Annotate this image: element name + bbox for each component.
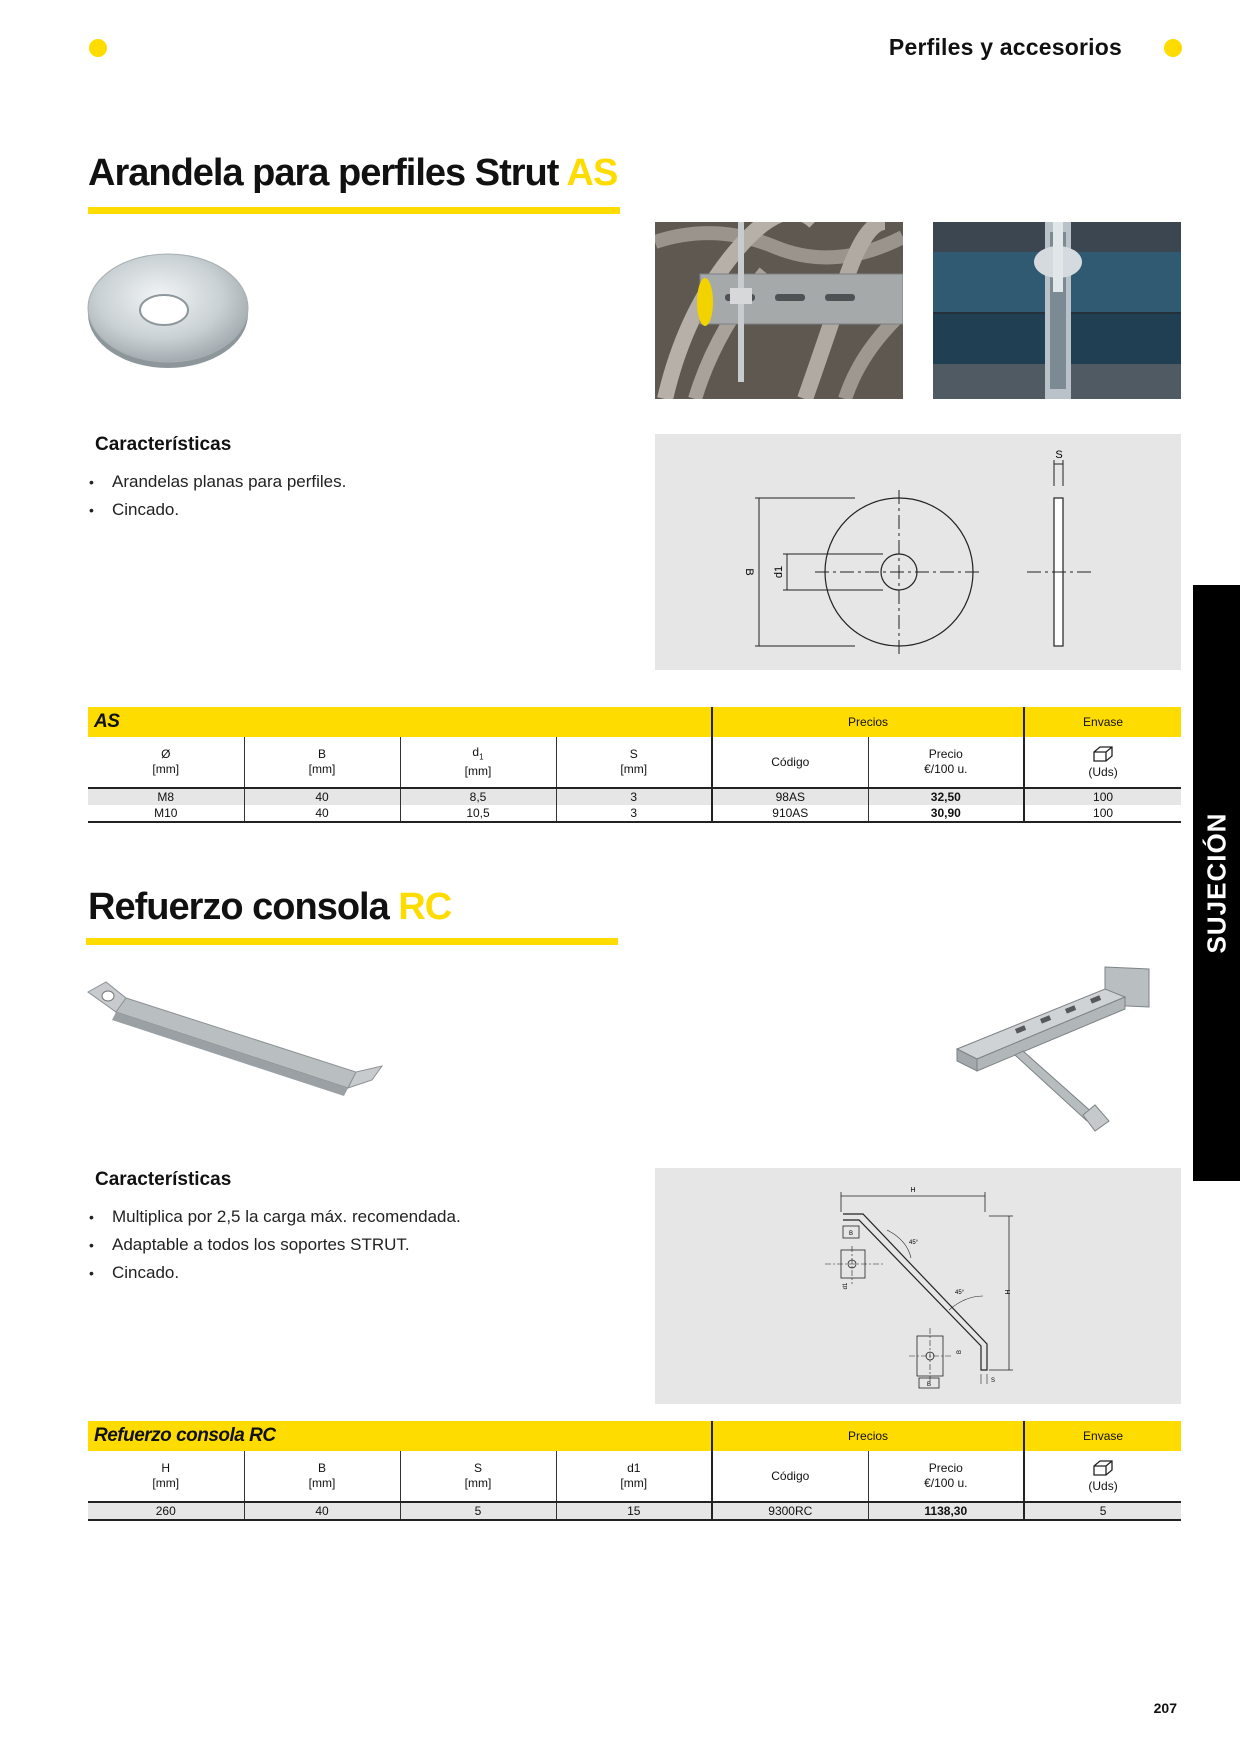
table-cell: 5 — [1024, 1502, 1181, 1520]
table-cell: 32,50 — [868, 788, 1024, 805]
diagram-label-s: S — [991, 1378, 996, 1384]
column-header: S [mm] — [556, 737, 712, 788]
section-as-title — [88, 152, 617, 195]
column-header: S [mm] — [400, 1451, 556, 1502]
column-header: d1 [mm] — [556, 1451, 712, 1502]
diagram-label-b-left: B — [848, 1231, 854, 1237]
column-header: B [mm] — [244, 737, 400, 788]
table-cell: 8,5 — [400, 788, 556, 805]
diagram-label-angle-top: 45° — [909, 1240, 919, 1246]
table-cell: 9300RC — [712, 1502, 868, 1520]
as-table-group-prices: Precios — [712, 707, 1024, 737]
table-row — [88, 1502, 1181, 1520]
section-rc-title-code: RC — [398, 886, 452, 928]
as-table-group-pack: Envase — [1024, 707, 1181, 737]
column-header: Precio €/100 u. — [868, 737, 1024, 788]
table-cell: 3 — [556, 805, 712, 822]
feature-item: • Cincado. — [89, 1259, 461, 1287]
header-title: Perfiles y accesorios — [888, 34, 1122, 60]
diagram-label-angle-low: 45° — [955, 1290, 965, 1296]
table-cell: 100 — [1024, 805, 1181, 822]
table-cell: 30,90 — [868, 805, 1024, 822]
side-tab-label: SUJECIÓN — [1201, 812, 1231, 954]
header-dot-left-icon — [89, 39, 107, 57]
diagram-label-b-bottom: B — [926, 1382, 932, 1388]
as-application-photo-2 — [933, 222, 1181, 399]
rc-table-group-prices: Precios — [712, 1421, 1024, 1451]
table-cell: M10 — [88, 805, 244, 822]
section-as-title-code: AS — [566, 152, 618, 194]
feature-item: • Adaptable a todos los soportes STRUT. — [89, 1231, 461, 1259]
rc-technical-diagram — [655, 1168, 1181, 1404]
section-as-features-title: Características — [95, 434, 232, 455]
diagram-label-b-bottom-side: B — [957, 1349, 963, 1355]
table-cell: 40 — [244, 805, 400, 822]
diagram-label-b: B — [743, 568, 755, 576]
rc-spec-table — [88, 1421, 1181, 1521]
as-table-name: AS — [88, 707, 712, 737]
rc-table-name: Refuerzo consola RC — [88, 1421, 712, 1451]
box-package-icon — [1092, 745, 1114, 763]
header-dot-right-icon — [1164, 39, 1182, 57]
column-header: (Uds) — [1024, 1451, 1181, 1502]
table-row — [88, 805, 1181, 822]
rc-mounted-bracket-image — [955, 965, 1151, 1135]
table-cell: M8 — [88, 788, 244, 805]
box-package-icon — [1092, 1459, 1114, 1477]
column-header: H [mm] — [88, 1451, 244, 1502]
table-cell: 15 — [556, 1502, 712, 1520]
feature-item: • Cincado. — [89, 496, 346, 524]
table-cell: 98AS — [712, 788, 868, 805]
as-application-photo-1 — [655, 222, 903, 399]
table-row — [88, 788, 1181, 805]
as-spec-table — [88, 707, 1181, 823]
table-cell: 910AS — [712, 805, 868, 822]
page-number: 207 — [1153, 1700, 1177, 1716]
section-as-title-rule — [88, 207, 620, 214]
rc-reinforcement-product-image — [86, 980, 386, 1110]
column-header: Código — [712, 737, 868, 788]
column-header: Código — [712, 1451, 868, 1502]
rc-table-group-pack: Envase — [1024, 1421, 1181, 1451]
section-rc-title-rule — [86, 938, 618, 945]
feature-item: • Arandelas planas para perfiles. — [89, 468, 346, 496]
diagram-label-h-top: H — [910, 1187, 916, 1194]
section-rc-features-title: Características — [95, 1169, 232, 1190]
side-tab-sujecion — [1193, 585, 1240, 1181]
table-cell: 3 — [556, 788, 712, 805]
table-cell: 40 — [244, 788, 400, 805]
column-header: B [mm] — [244, 1451, 400, 1502]
diagram-label-s: S — [1055, 449, 1063, 461]
column-header: Precio €/100 u. — [868, 1451, 1024, 1502]
column-header: (Uds) — [1024, 737, 1181, 788]
column-header: $d_1$ [mm] — [400, 737, 556, 788]
table-cell: 10,5 — [400, 805, 556, 822]
table-cell: 5 — [400, 1502, 556, 1520]
column-header: Ø [mm] — [88, 737, 244, 788]
table-cell: 1138,30 — [868, 1502, 1024, 1520]
table-cell: 260 — [88, 1502, 244, 1520]
section-as-features-list — [89, 468, 346, 524]
section-rc-title-text: Refuerzo consola — [88, 886, 389, 928]
diagram-label-h-right: H — [1003, 1289, 1010, 1295]
diagram-label-d1: d1 — [843, 1282, 849, 1290]
washer-technical-diagram — [655, 434, 1181, 670]
table-cell: 40 — [244, 1502, 400, 1520]
diagram-label-d1: d1 — [773, 565, 785, 579]
section-rc-title — [88, 886, 451, 929]
table-cell: 100 — [1024, 788, 1181, 805]
section-as-title-text: Arandela para perfiles Strut — [88, 152, 559, 194]
feature-item: • Multiplica por 2,5 la carga máx. recomendada. — [89, 1203, 461, 1231]
section-rc-features-list — [89, 1203, 461, 1287]
washer-product-image — [86, 248, 250, 374]
